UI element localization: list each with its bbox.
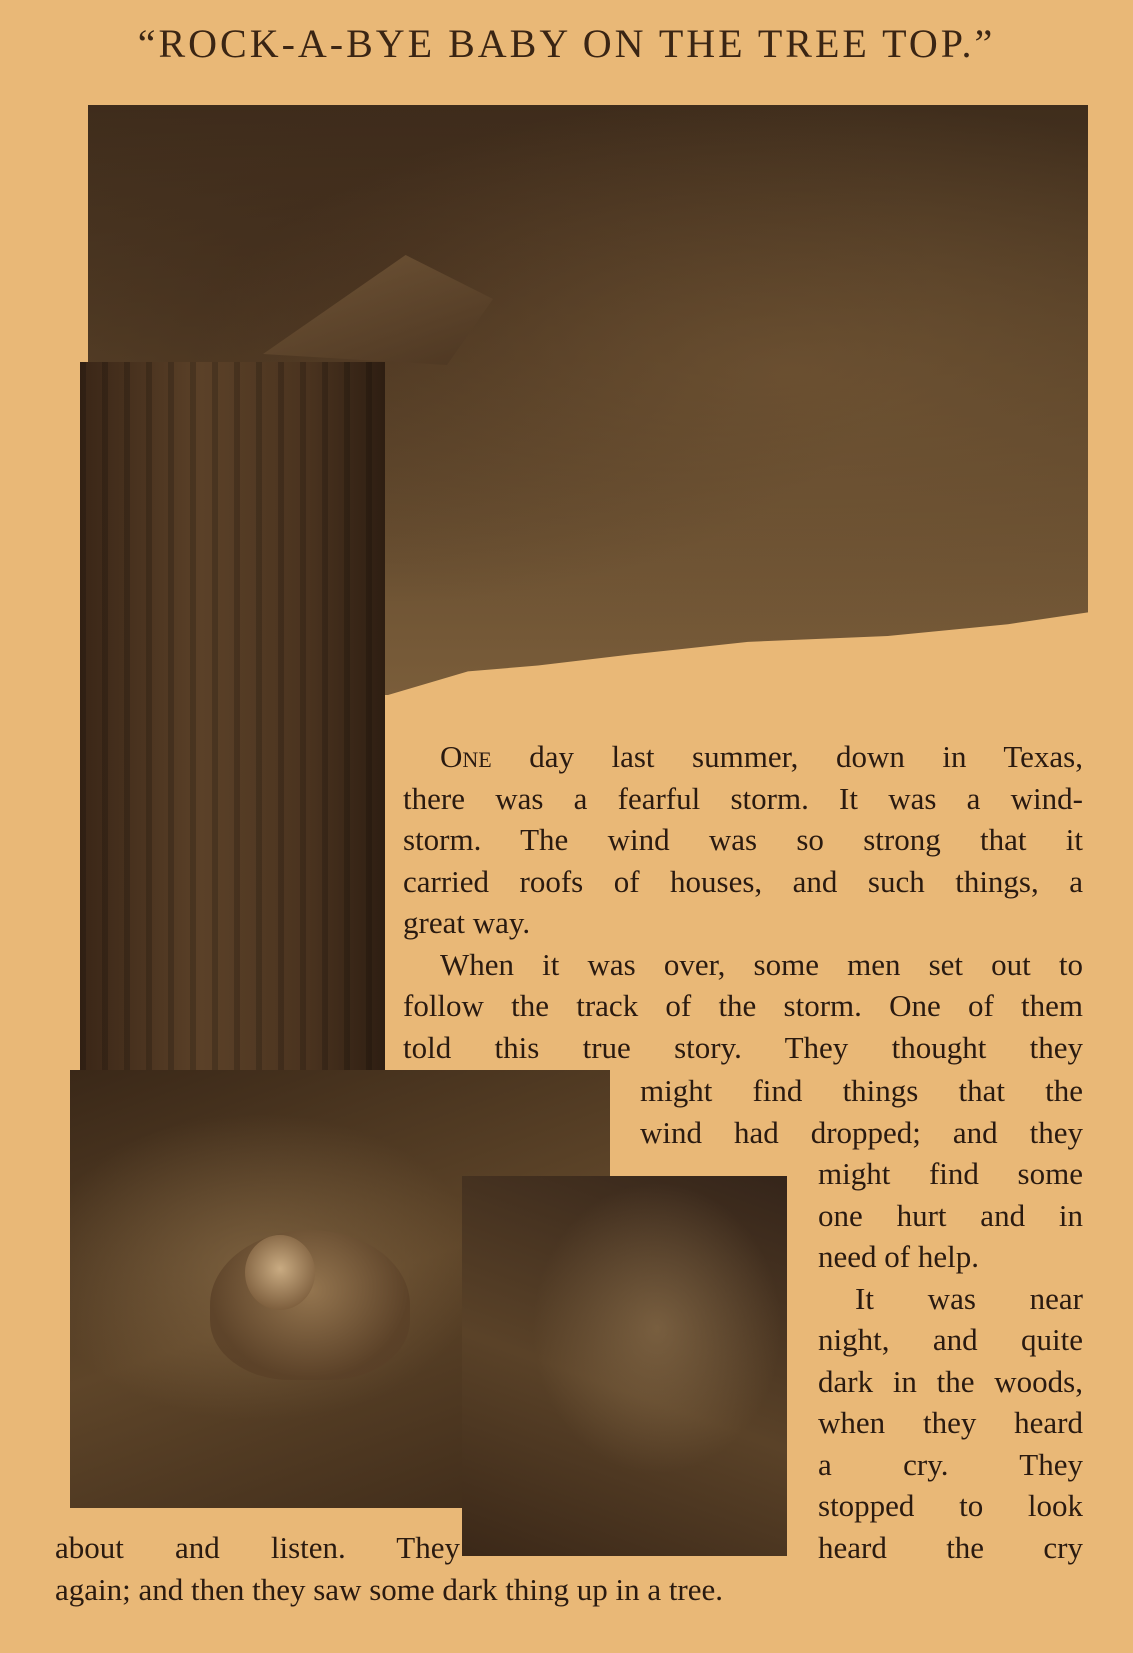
story-line: One day last summer, down in Texas, bbox=[440, 739, 1083, 774]
rescuer-illustration bbox=[462, 1176, 787, 1556]
story-line: wind had dropped; and they bbox=[640, 1114, 1083, 1150]
story-line: there was a fearful storm. It was a wind- bbox=[403, 780, 1083, 816]
story-line: It was near bbox=[855, 1280, 1083, 1316]
story-line: told this true story. They thought they bbox=[403, 1029, 1083, 1065]
page-title: “ROCK-A-BYE BABY ON THE TREE TOP.” bbox=[137, 21, 996, 66]
story-line: When it was over, some men set out to bbox=[440, 946, 1083, 982]
story-line: great way. bbox=[403, 905, 531, 940]
drop-cap-word: One bbox=[440, 739, 492, 774]
story-text-block-6 bbox=[55, 1569, 1015, 1611]
story-text-block-1 bbox=[403, 736, 1083, 1068]
story-line: about and listen. They bbox=[55, 1530, 460, 1565]
story-line: storm. The wind was so strong that it bbox=[403, 822, 1083, 857]
story-line: follow the track of the storm. One of them bbox=[403, 988, 1083, 1023]
baby-face-illustration bbox=[245, 1235, 315, 1310]
story-text-block-2 bbox=[640, 1070, 1083, 1153]
story-line: stopped to look bbox=[818, 1488, 1083, 1523]
flying-roof-illustration bbox=[263, 255, 493, 365]
story-line: carried roofs of houses, and such things, a bbox=[403, 863, 1083, 899]
story-line: a cry. They bbox=[818, 1446, 1083, 1482]
story-line: night, and quite bbox=[818, 1322, 1083, 1357]
story-text-block-5 bbox=[818, 1527, 1083, 1569]
story-line: need of help. bbox=[818, 1239, 979, 1274]
story-text-block-3 bbox=[818, 1153, 1083, 1527]
story-line: again; and then they saw some dark thing up in a tree. bbox=[55, 1572, 724, 1607]
story-line: heard the cry bbox=[818, 1530, 1083, 1565]
story-text-block-4 bbox=[55, 1527, 460, 1569]
story-line: might find things that the bbox=[640, 1073, 1083, 1108]
story-line: one hurt and in bbox=[818, 1197, 1083, 1233]
story-line: might find some bbox=[818, 1156, 1083, 1191]
story-line: when they heard bbox=[818, 1405, 1083, 1440]
tree-trunk-illustration bbox=[80, 362, 385, 1092]
story-line: dark in the woods, bbox=[818, 1363, 1083, 1399]
